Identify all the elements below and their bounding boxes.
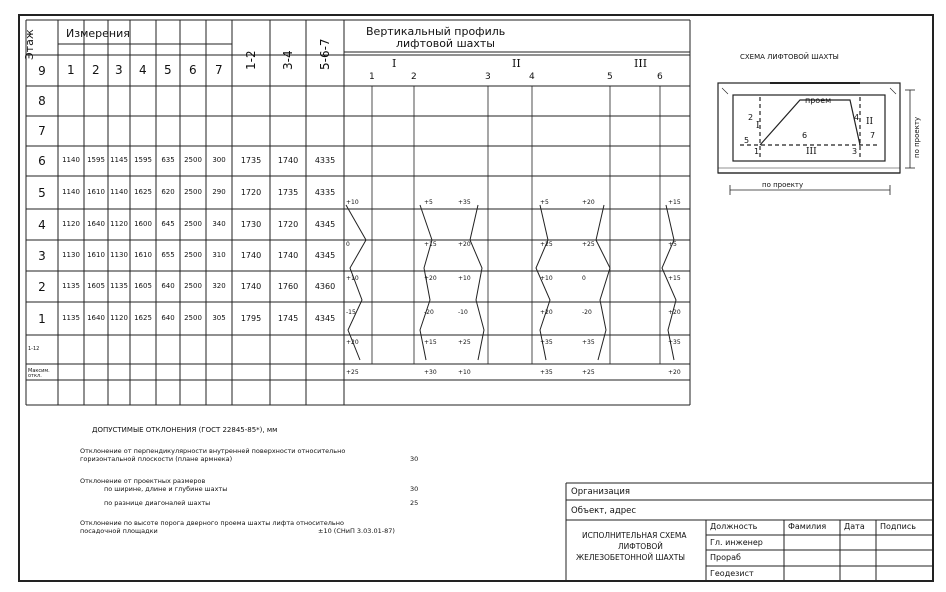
signature-column-header: Фамилия — [788, 522, 827, 531]
scheme-label: 7 — [870, 131, 876, 140]
measurement-cell: 4345 — [314, 313, 336, 323]
note-text: Отклонение от перпендикулярности внутренней поверхности относительно — [80, 447, 346, 455]
measurement-cell: 1795 — [240, 313, 262, 323]
deviation-label: +10 — [346, 199, 359, 206]
deviation-label: +20 — [668, 309, 681, 316]
column-header: 5-6-7 — [318, 38, 332, 70]
deviation-label: +25 — [540, 241, 553, 248]
measurement-cell: 1730 — [240, 219, 262, 229]
column-header: 3 — [115, 63, 123, 77]
measurement-cell: 2500 — [184, 250, 202, 259]
note-value: ±10 (СНиП 3.03.01-87) — [318, 527, 395, 535]
measurement-cell: 4345 — [314, 219, 336, 229]
signature-column-header: Дата — [844, 522, 865, 531]
scheme-label: III — [806, 147, 817, 157]
measurement-cell: 300 — [212, 156, 226, 164]
deviation-label: +30 — [424, 369, 437, 376]
profile-axis-number: 6 — [657, 72, 663, 82]
scheme-label: 1 — [754, 147, 760, 156]
note-value: 25 — [410, 499, 419, 507]
deviation-label: +20 — [540, 309, 553, 316]
measurement-cell: 1760 — [277, 281, 299, 291]
deviation-label: +25 — [582, 241, 595, 248]
measurement-cell: 1145 — [110, 156, 128, 164]
deviation-label: +35 — [458, 199, 471, 206]
profile-axis-number: 3 — [485, 72, 491, 82]
measurement-cell: 1745 — [277, 313, 299, 323]
measurement-cell: 1720 — [240, 187, 262, 197]
measurement-cell: 290 — [212, 187, 226, 196]
column-header: 4 — [139, 63, 147, 77]
column-header: 2 — [92, 63, 100, 77]
measurement-cell: 655 — [161, 250, 175, 259]
measurement-cell: 1120 — [110, 219, 128, 228]
column-header: 7 — [215, 63, 223, 77]
measurement-cell: 310 — [212, 250, 226, 259]
measurement-cell: 1640 — [87, 313, 105, 322]
column-header: 3-4 — [281, 50, 295, 70]
note-text: посадочной площадки — [80, 527, 158, 535]
floor-number: 3 — [38, 248, 46, 263]
measurement-cell: 4345 — [314, 250, 336, 260]
deviation-label: +15 — [424, 241, 437, 248]
deviation-label: +10 — [540, 275, 553, 282]
profile-axis-number: 2 — [411, 72, 417, 82]
measurement-cell: 1605 — [134, 281, 152, 290]
measurement-cell: 640 — [161, 281, 175, 290]
measurement-cell: 635 — [161, 156, 175, 164]
note-text: Отклонение по высоте порога дверного проема шахты лифта относительно — [80, 519, 344, 527]
measurement-cell: 1135 — [62, 313, 80, 322]
deviation-label: +15 — [668, 275, 681, 282]
deviation-label: +35 — [668, 339, 681, 346]
signature-position: Геодезист — [710, 569, 754, 578]
deviation-label: +25 — [346, 369, 359, 376]
measurement-cell: 1740 — [277, 156, 299, 165]
deviation-label: +25 — [582, 369, 595, 376]
scheme-dim-right: по проекту — [913, 116, 921, 158]
deviation-label: +20 — [582, 199, 595, 206]
column-header: 1-2 — [244, 50, 258, 70]
signature-column-header: Должность — [710, 522, 758, 531]
measurement-cell: 1740 — [240, 281, 262, 291]
deviation-label: +10 — [346, 275, 359, 282]
scheme-label: 3 — [852, 147, 858, 156]
measurement-cell: 2500 — [184, 187, 202, 196]
floor-header: Этаж — [23, 29, 36, 60]
profile-axis-number: 1 — [369, 72, 375, 82]
deviation-label: +5 — [540, 199, 549, 206]
measurement-cell: 640 — [161, 313, 175, 322]
measurement-cell: 1735 — [277, 187, 299, 197]
measurement-cell: 1600 — [134, 219, 152, 228]
notes-heading: ДОПУСТИМЫЕ ОТКЛОНЕНИЯ (ГОСТ 22845-85*), мм — [92, 426, 278, 434]
signature-column-header: Подпись — [880, 522, 916, 531]
deviation-label: +25 — [458, 339, 471, 346]
floor-number: 7 — [38, 124, 46, 138]
measurement-cell: 1625 — [134, 187, 152, 196]
measurement-cell: 340 — [212, 219, 226, 228]
measurement-cell: 1135 — [62, 281, 80, 290]
measurement-cell: 1135 — [110, 281, 128, 290]
measurement-cell: 2500 — [184, 156, 202, 164]
measurement-cell: 1120 — [62, 219, 80, 228]
measurement-cell: 1130 — [62, 250, 80, 259]
profile-section-numeral: III — [634, 57, 648, 70]
scheme-label: 5 — [744, 136, 750, 145]
column-header: 5 — [164, 63, 172, 77]
scheme-label: II — [866, 117, 874, 127]
drawing-title-line1: ИСПОЛНИТЕЛЬНАЯ СХЕМА — [582, 531, 687, 540]
measurement-cell: 305 — [212, 313, 226, 322]
profile-axis-number: 4 — [529, 72, 535, 82]
note-text: по разнице диагоналей шахты — [104, 499, 211, 507]
measurement-cell: 2500 — [184, 313, 202, 322]
deviation-label: 0 — [582, 275, 586, 282]
deviation-label: +35 — [540, 369, 553, 376]
column-header: 6 — [189, 63, 197, 77]
note-text: горизонтальной плоскости (плане армнека) — [80, 455, 233, 463]
measurement-cell: 4335 — [314, 156, 336, 165]
floor-number: Максим. откл. — [28, 368, 50, 379]
note-text: Отклонение от проектных размеров — [80, 477, 206, 485]
deviation-label: +20 — [346, 339, 359, 346]
measurement-cell: 645 — [161, 219, 175, 228]
floor-number: 6 — [38, 154, 46, 168]
scheme-label: I — [756, 121, 760, 131]
scheme-label: 6 — [802, 131, 808, 140]
floor-number: 1 — [38, 311, 46, 326]
measurement-cell: 4335 — [314, 187, 336, 197]
drawing-title-line3: ЖЕЛЕЗОБЕТОННОЙ ШАХТЫ — [576, 553, 685, 562]
deviation-label: -20 — [582, 309, 592, 316]
measurement-cell: 620 — [161, 187, 175, 196]
deviation-label: +10 — [458, 275, 471, 282]
measurement-cell: 2500 — [184, 219, 202, 228]
deviation-label: -15 — [346, 309, 356, 316]
measurement-cell: 1610 — [87, 250, 105, 259]
scheme-label: 2 — [748, 113, 754, 122]
measurement-cell: 320 — [212, 281, 226, 290]
measurement-cell: 1595 — [134, 156, 152, 164]
measurement-cell: 1605 — [87, 281, 105, 290]
measurement-cell: 1640 — [87, 219, 105, 228]
measurement-cell: 1720 — [277, 219, 299, 229]
deviation-label: +20 — [458, 241, 471, 248]
scheme-opening-label: проем — [805, 96, 832, 105]
object-field: Объект, адрес — [571, 506, 637, 516]
measurement-cell: 1740 — [277, 250, 299, 260]
signature-position: Гл. инженер — [710, 538, 763, 547]
profile-section-numeral: I — [392, 57, 397, 70]
note-value: 30 — [410, 485, 419, 493]
note-text: по ширине, длине и глубине шахты — [104, 485, 228, 493]
deviation-label: +10 — [458, 369, 471, 376]
floor-number: 8 — [38, 94, 46, 108]
measurement-cell: 2500 — [184, 281, 202, 290]
deviation-label: +20 — [424, 275, 437, 282]
scheme-dim-bottom: по проекту — [762, 181, 804, 189]
measurement-cell: 1120 — [110, 313, 128, 322]
measurement-cell: 1610 — [134, 250, 152, 259]
deviation-label: -20 — [424, 309, 434, 316]
organization-field: Организация — [571, 487, 630, 497]
profile-axis-number: 5 — [607, 72, 613, 82]
measurement-cell: 1740 — [240, 250, 262, 260]
scheme-label: 4 — [854, 113, 860, 122]
deviation-label: -10 — [458, 309, 468, 316]
measurements-header: Измерения — [66, 27, 130, 40]
floor-number: 2 — [38, 279, 46, 294]
measurement-cell: 1625 — [134, 313, 152, 322]
deviation-label: +35 — [582, 339, 595, 346]
deviation-label: +35 — [540, 339, 553, 346]
measurement-cell: 1595 — [87, 156, 105, 164]
deviation-label: +20 — [668, 369, 681, 376]
profile-section-numeral: II — [512, 57, 521, 70]
deviation-label: +5 — [424, 199, 433, 206]
profile-title-line2: лифтовой шахты — [396, 37, 495, 50]
column-header: 1 — [67, 63, 75, 77]
scheme-title: СХЕМА ЛИФТОВОЙ ШАХТЫ — [740, 53, 839, 61]
floor-number: 9 — [38, 63, 46, 78]
measurement-cell: 1130 — [110, 250, 128, 259]
floor-number: 4 — [38, 217, 46, 232]
measurement-cell: 1735 — [240, 156, 262, 165]
measurement-cell: 1610 — [87, 187, 105, 196]
deviation-label: +15 — [668, 199, 681, 206]
measurement-cell: 4360 — [314, 281, 336, 291]
signature-position: Прораб — [710, 553, 741, 562]
drawing-title-line2: ЛИФТОВОЙ — [618, 542, 663, 551]
deviation-label: +5 — [668, 241, 677, 248]
measurement-cell: 1140 — [62, 156, 80, 164]
floor-number: 5 — [38, 185, 46, 200]
deviation-label: 0 — [346, 241, 350, 248]
measurement-cell: 1140 — [110, 187, 128, 196]
note-value: 30 — [410, 455, 419, 463]
deviation-label: +15 — [424, 339, 437, 346]
floor-number: 1-12 — [28, 345, 40, 352]
measurement-cell: 1140 — [62, 187, 80, 196]
profile-title-line1: Вертикальный профиль — [366, 25, 506, 38]
